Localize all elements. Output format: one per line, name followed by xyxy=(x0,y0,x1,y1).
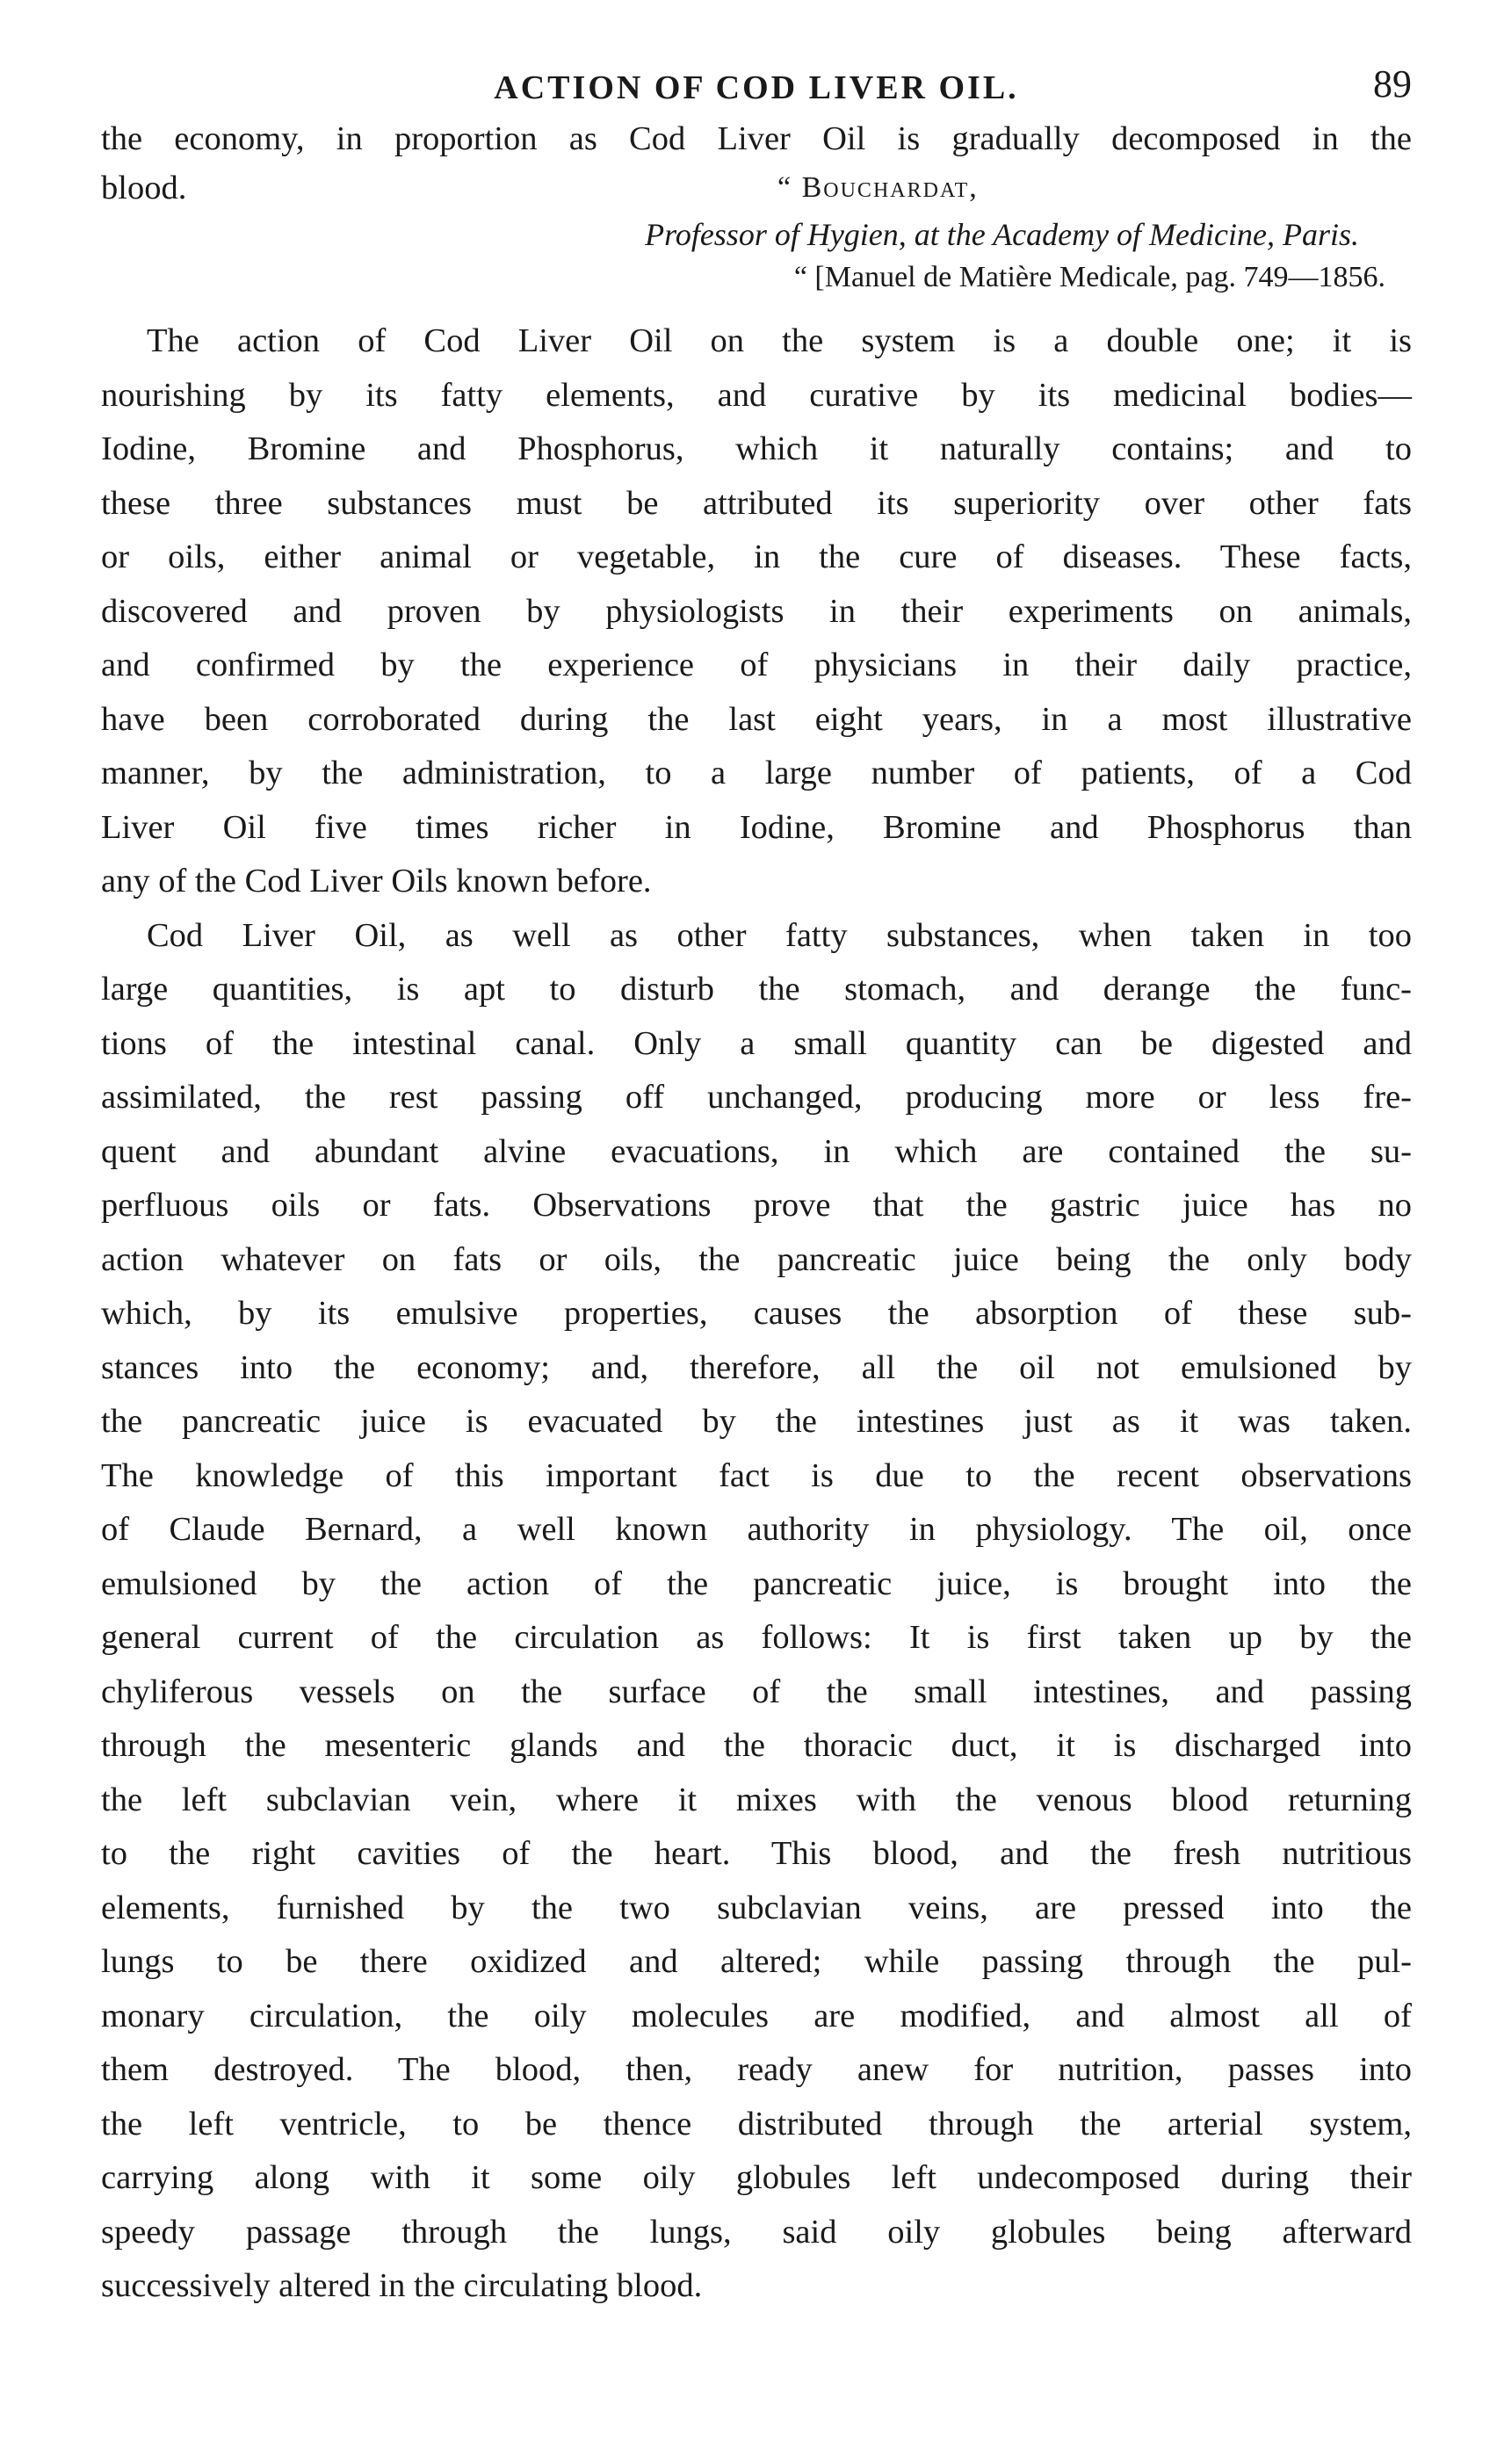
text-line: have been corroborated during the last eight years, in a most illustrative xyxy=(101,700,1412,738)
text-line: Iodine, Bromine and Phosphorus, which it naturally contains; and to xyxy=(101,430,1412,467)
quote-source: “ [Manuel de Matière Medicale, pag. 749—1856. xyxy=(793,261,1385,293)
text-line: nourishing by its fatty elements, and curative by its medicinal bodies— xyxy=(101,376,1412,414)
text-line: and confirmed by the experience of physicians in their daily practice, xyxy=(101,647,1412,683)
text-line: tions of the intestinal canal. Only a small quantity can be digested and xyxy=(101,1024,1412,1062)
text-line: Liver Oil five times richer in Iodine, Bromine and Phosphorus than xyxy=(101,808,1412,846)
text-line: of Claude Bernard, a well known authority in physiology. The oil, once xyxy=(101,1511,1412,1548)
text-line: them destroyed. The blood, then, ready anew for nutrition, passes into xyxy=(101,2051,1412,2088)
text-line: chyliferous vessels on the surface of the small intestines, and passing xyxy=(101,1673,1412,1710)
text-line: these three substances must be attributed its superiority over other fats xyxy=(101,484,1412,522)
text-line: emulsioned by the action of the pancreatic juice, is brought into the xyxy=(101,1564,1412,1602)
text-line: to the right cavities of the heart. This blood, and the fresh nutritious xyxy=(101,1835,1412,1872)
text-line: stances into the economy; and, therefore, all the oil not emulsioned by xyxy=(101,1348,1412,1386)
text-line: speedy passage through the lungs, said oily globules being afterward xyxy=(101,2213,1412,2251)
text-line: The action of Cod Liver Oil on the system is a double one; it is xyxy=(147,322,1412,359)
book-page xyxy=(101,53,1412,2314)
quote-attribution-line xyxy=(101,163,1412,213)
page-header xyxy=(101,53,1412,114)
page-number: 89 xyxy=(1373,62,1412,105)
text-line: successively altered in the circulating blood. xyxy=(101,2267,703,2304)
text-line: the left subclavian vein, where it mixes with the venous blood returning xyxy=(101,1781,1412,1818)
text-line: The knowledge of this important fact is due to the recent observations xyxy=(101,1456,1412,1494)
text-line: assimilated, the rest passing off unchanged, producing more or less fre- xyxy=(101,1079,1412,1116)
paragraph-2 xyxy=(101,909,1412,2314)
text-line: elements, furnished by the two subclavian veins, are pressed into the xyxy=(101,1889,1412,1926)
text-line: or oils, either animal or vegetable, in the cure of diseases. These facts, xyxy=(101,538,1412,575)
quote-line: the economy, in proportion as Cod Liver Oil is gradually decomposed in the xyxy=(101,120,1412,157)
text-line: the pancreatic juice is evacuated by the intestines just as it was taken. xyxy=(101,1403,1412,1440)
text-line: manner, by the administration, to a large number of patients, of a Cod xyxy=(101,755,1412,791)
text-line: large quantities, is apt to disturb the stomach, and derange the func- xyxy=(101,971,1412,1008)
text-line: perfluous oils or fats. Observations prove that the gastric juice has no xyxy=(101,1187,1412,1224)
text-line: lungs to be there oxidized and altered; while passing through the pul- xyxy=(101,1943,1412,1980)
quote-author: “ Bouchardat, xyxy=(777,171,979,204)
text-line: carrying along with it some oily globules left undecomposed during their xyxy=(101,2159,1412,2196)
paragraph-1 xyxy=(101,314,1412,909)
text-line: through the mesenteric glands and the thoracic duct, it is discharged into xyxy=(101,1727,1412,1764)
text-line: the left ventricle, to be thence distributed through the arterial system, xyxy=(101,2105,1412,2142)
running-head: ACTION OF COD LIVER OIL. xyxy=(494,69,1019,106)
text-line: Cod Liver Oil, as well as other fatty substances, when taken in too xyxy=(147,916,1412,954)
text-line: monary circulation, the oily molecules are modified, and almost all of xyxy=(101,1997,1412,2034)
text-line: action whatever on fats or oils, the pancreatic juice being the only body xyxy=(101,1240,1412,1278)
text-line: general current of the circulation as follows: It is first taken up by the xyxy=(101,1619,1412,1656)
quote-line-end: blood. xyxy=(101,170,187,206)
quote-author-title: Professor of Hygien, at the Academy of Medicine, Paris. xyxy=(645,217,1359,252)
text-line: quent and abundant alvine evacuations, in which are contained the su- xyxy=(101,1132,1412,1170)
body-text xyxy=(101,314,1412,2314)
quotation-block xyxy=(101,114,1412,299)
text-line: any of the Cod Liver Oils known before. xyxy=(101,863,652,900)
text-line: discovered and proven by physiologists in their experiments on animals, xyxy=(101,592,1412,630)
text-line: which, by its emulsive properties, causes the absorption of these sub- xyxy=(101,1295,1412,1332)
